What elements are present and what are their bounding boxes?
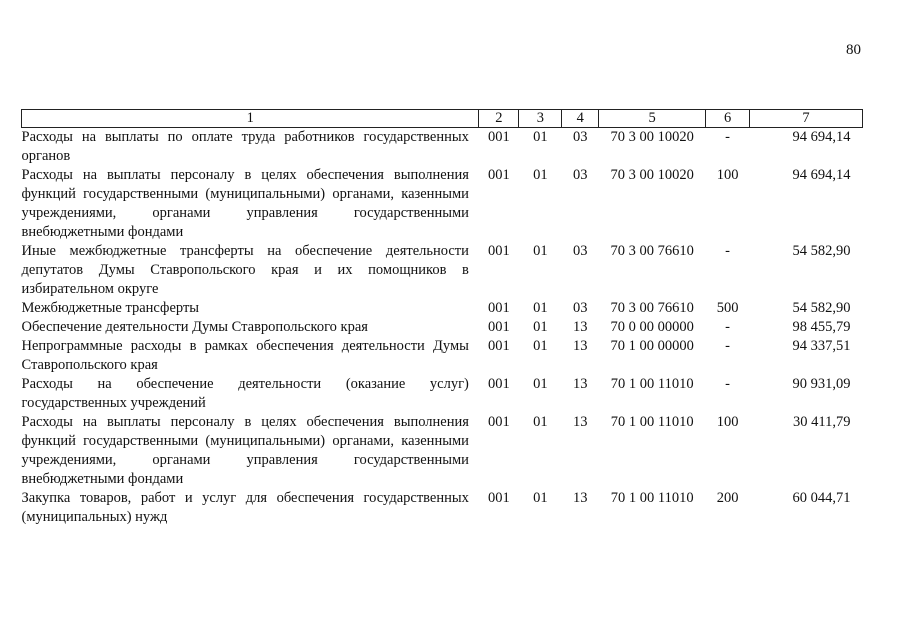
row-description: Расходы на выплаты по оплате труда работников государственных органов (21, 129, 469, 164)
table-row (22, 166, 863, 242)
row-subsection: 03 (573, 167, 588, 183)
row-subsection: 13 (573, 490, 588, 506)
row-subsection: 13 (573, 376, 588, 392)
row-section: 01 (533, 167, 548, 183)
row-amount: 30 411,79 (793, 414, 851, 430)
row-description: Расходы на выплаты персоналу в целях обеспечения выполнения функций государственными (муниципальными) органами, казенными учреждениями, органами управления государственными внебюджетными фондами (21, 167, 469, 240)
row-ministry-code: 001 (487, 319, 510, 335)
row-amount: 54 582,90 (792, 243, 851, 259)
table-row (22, 318, 863, 337)
header-col-1: 1 (22, 110, 479, 128)
table-row (22, 299, 863, 318)
row-expense-type: - (725, 338, 730, 354)
budget-table (21, 109, 863, 527)
row-section: 01 (533, 243, 548, 259)
row-target-article: 70 1 00 00000 (610, 338, 694, 354)
row-section: 01 (533, 300, 548, 316)
row-description: Обеспечение деятельности Думы Ставропольского края (21, 319, 368, 335)
row-expense-type: 100 (716, 167, 739, 183)
table-row (22, 337, 863, 375)
row-expense-type: 500 (716, 300, 739, 316)
row-expense-type: - (725, 243, 730, 259)
row-subsection: 03 (573, 129, 588, 145)
header-col-4: 4 (562, 110, 599, 128)
row-subsection: 13 (573, 319, 588, 335)
row-description: Иные межбюджетные трансферты на обеспечение деятельности депутатов Думы Ставропольского края и их помощников в избирательном округе (21, 243, 469, 297)
row-subsection: 03 (573, 243, 588, 259)
table-row (22, 413, 863, 489)
row-description: Межбюджетные трансферты (21, 300, 200, 316)
row-section: 01 (533, 129, 548, 145)
row-section: 01 (533, 338, 548, 354)
table-row (22, 375, 863, 413)
row-ministry-code: 001 (487, 414, 510, 430)
row-target-article: 70 3 00 76610 (610, 243, 694, 259)
row-amount: 54 582,90 (792, 300, 851, 316)
header-col-3: 3 (519, 110, 562, 128)
row-target-article: 70 3 00 76610 (610, 300, 694, 316)
row-amount: 94 694,14 (792, 167, 851, 183)
row-target-article: 70 0 00 00000 (610, 319, 694, 335)
row-amount: 94 694,14 (792, 129, 851, 145)
table-header (22, 110, 863, 128)
row-amount: 94 337,51 (792, 338, 851, 354)
row-ministry-code: 001 (487, 376, 510, 392)
table-row (22, 128, 863, 167)
row-target-article: 70 3 00 10020 (610, 129, 694, 145)
row-ministry-code: 001 (487, 167, 510, 183)
row-amount: 60 044,71 (792, 490, 851, 506)
row-subsection: 13 (573, 338, 588, 354)
row-section: 01 (533, 319, 548, 335)
header-col-6: 6 (706, 110, 750, 128)
table-body (22, 128, 863, 528)
row-section: 01 (533, 414, 548, 430)
row-subsection: 13 (573, 414, 588, 430)
row-target-article: 70 1 00 11010 (610, 376, 694, 392)
row-expense-type: - (725, 376, 730, 392)
row-section: 01 (533, 490, 548, 506)
row-subsection: 03 (573, 300, 588, 316)
row-expense-type: - (725, 319, 730, 335)
row-amount: 98 455,79 (792, 319, 851, 335)
header-col-5: 5 (599, 110, 706, 128)
header-col-2: 2 (479, 110, 519, 128)
row-ministry-code: 001 (487, 243, 510, 259)
table-row (22, 242, 863, 299)
row-target-article: 70 1 00 11010 (610, 414, 694, 430)
row-expense-type: 200 (716, 490, 739, 506)
row-description: Расходы на обеспечение деятельности (оказание услуг) государственных учреждений (21, 376, 469, 411)
row-target-article: 70 3 00 10020 (610, 167, 694, 183)
row-ministry-code: 001 (487, 338, 510, 354)
row-amount: 90 931,09 (792, 376, 851, 392)
row-expense-type: 100 (716, 414, 739, 430)
row-ministry-code: 001 (487, 129, 510, 145)
row-description: Расходы на выплаты персоналу в целях обеспечения выполнения функций государственными (муниципальными) органами, казенными учреждениями, органами управления государственными внебюджетными фондами (21, 414, 469, 487)
row-target-article: 70 1 00 11010 (610, 490, 694, 506)
table-row (22, 489, 863, 527)
row-description: Закупка товаров, работ и услуг для обеспечения государственных (муниципальных) нужд (21, 490, 469, 525)
page-number: 80 (846, 42, 861, 58)
row-ministry-code: 001 (487, 300, 510, 316)
row-expense-type: - (725, 129, 730, 145)
row-ministry-code: 001 (487, 490, 510, 506)
header-col-7: 7 (750, 110, 863, 128)
row-section: 01 (533, 376, 548, 392)
row-description: Непрограммные расходы в рамках обеспечения деятельности Думы Ставропольского края (21, 338, 469, 373)
